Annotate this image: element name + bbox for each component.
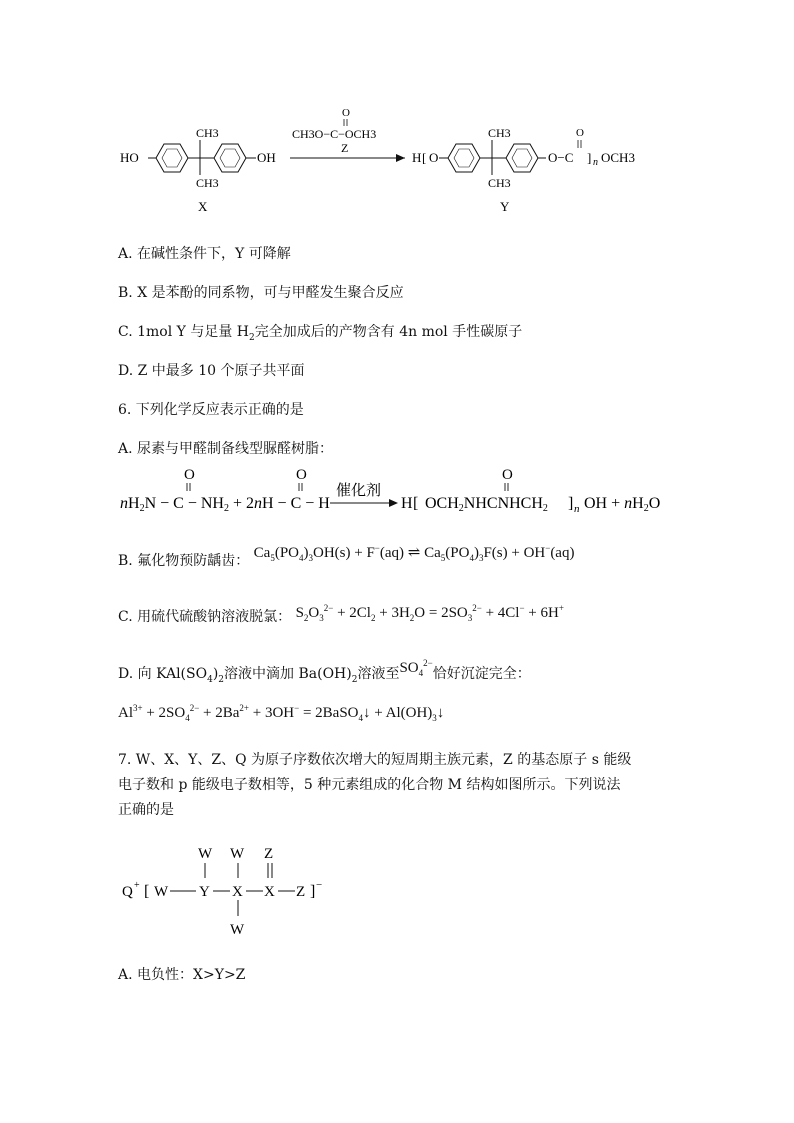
y-n: n — [593, 157, 598, 168]
x-methyl-top: CH3 — [196, 126, 219, 140]
top-reaction-scheme — [110, 95, 670, 220]
q6-option-b — [118, 543, 575, 571]
q5-option-b: B. X 是苯酚的同系物，可与甲醛发生聚合反应 — [118, 285, 404, 301]
q7-line-2: 电子数和 p 能级电子数相等，5 种元素组成的化合物 M 结构如图所示。下列说法 — [118, 777, 621, 793]
q7-z-right: Z — [296, 884, 306, 900]
y-o: O — [429, 150, 439, 165]
q5-option-a: A. 在碱性条件下，Y 可降解 — [118, 246, 291, 262]
q6-option-d-post: 恰好沉淀完全： — [432, 666, 531, 682]
q6-option-c-label: C. 用硫代硫酸钠溶液脱氯： — [118, 609, 292, 625]
q6-option-c-equation: $S_2O_3^{2-} + 2Cl_2 + 3H_2O = 2SO_3^{2-} + 4Cl^- + 6H^+$ — [295, 603, 564, 623]
q5-option-c-post: 完全加成后的产物含有 4n mol 手性碳原子 — [254, 324, 523, 340]
svg-text:nH2N − C − NH2 + 2nH − C − H: nH2N − C − NH2 + 2nH − C − H — [120, 495, 330, 514]
q6-a-catalyst: 催化剂 — [336, 483, 382, 499]
svg-text:OCH2NHCNHCH2: OCH2NHCNHCH2 — [425, 495, 548, 514]
y-h: H — [412, 150, 422, 165]
x-ho: HO — [120, 150, 139, 165]
svg-text:OH + nH2O: OH + nH2O — [584, 495, 661, 514]
svg-text:[: [ — [422, 150, 427, 165]
svg-text:n: n — [574, 503, 580, 515]
svg-text:]: ] — [568, 495, 574, 512]
y-label: Y — [500, 199, 510, 214]
q6-option-d-pre: D. 向 KAl(SO — [118, 666, 208, 682]
q7-x1: X — [232, 884, 243, 900]
y-methyl-top: CH3 — [488, 126, 511, 140]
y-methyl-bottom: CH3 — [488, 176, 511, 190]
reagent-carbonyl-o: O — [342, 107, 350, 119]
q6-option-d-mid3: 溶液至 — [357, 666, 400, 682]
svg-text:H: H — [401, 495, 413, 512]
q7-z-top: Z — [264, 846, 274, 862]
q6-option-c — [118, 603, 564, 627]
q7-y: Y — [199, 884, 210, 900]
q7-minus: − — [316, 879, 323, 891]
svg-text:[: [ — [413, 495, 419, 512]
q7-q-plus: + — [134, 880, 140, 891]
y-carbonyl-o: O — [576, 127, 584, 139]
q6-option-d-equation: $Al^{3+} + 2SO_4^{2-} + 2Ba^{2+} + 3OH^-$ = 2BaSO$_4$↓ + $Al(OH)_3↓$ — [118, 703, 445, 723]
reagent-formula: CH3O−C−OCH3 — [292, 127, 377, 141]
q7-w-top-y: W — [198, 846, 213, 862]
y-end: OCH3 — [601, 150, 635, 165]
svg-text:[: [ — [144, 883, 150, 900]
svg-text:]: ] — [587, 150, 592, 165]
q7-option-a: A. 电负性：X>Y>Z — [118, 967, 246, 983]
x-methyl-bottom: CH3 — [196, 176, 219, 190]
q6-a-equation — [112, 462, 682, 522]
reagent-label: Z — [341, 141, 349, 155]
q6-option-b-label: B. 氟化物预防龋齿： — [118, 553, 250, 569]
svg-text:O: O — [502, 467, 513, 483]
q5-option-c — [118, 322, 522, 342]
q7-line-3: 正确的是 — [118, 802, 174, 818]
q5-option-c-sub: 2 — [249, 332, 255, 343]
q5-option-c-pre: C. 1mol Y 与足量 H — [118, 324, 250, 340]
q7-q: Q — [122, 884, 133, 900]
q7-x2: X — [264, 884, 275, 900]
svg-text:O−C: O−C — [548, 150, 574, 165]
q6-option-d-mid2: 溶液中滴加 Ba(OH) — [224, 666, 352, 682]
q7-w-bottom: W — [230, 922, 245, 938]
q6-option-b-equation: $Ca_5(PO_4)_3OH(s) + F^-(aq)$ ⇌ $Ca_5(PO_4)_3F(s) + OH^-(aq)$ — [253, 543, 575, 563]
q6-option-d: D. 向 $KAl(SO_4)_2$溶液中滴加 $Ba(OH)_2$溶液至$SO_4^{2-}$恰好沉淀完全： — [118, 658, 531, 685]
q7-w-left: W — [154, 884, 169, 900]
q6-stem: 6. 下列化学反应表示正确的是 — [118, 402, 304, 418]
x-oh: OH — [257, 150, 276, 165]
q7-w-top-x: W — [230, 846, 245, 862]
svg-text:O: O — [184, 467, 195, 483]
x-label: X — [198, 199, 208, 214]
svg-text:O: O — [296, 467, 307, 483]
svg-text:]: ] — [310, 883, 316, 900]
q7-line-1: 7. W、X、Y、Z、Q 为原子序数依次增大的短周期主族元素，Z 的基态原子 s 能级 — [118, 752, 632, 768]
q6-option-a-label: A. 尿素与甲醛制备线型脲醛树脂： — [118, 441, 334, 457]
q7-structure — [118, 838, 348, 943]
q5-option-d: D. Z 中最多 10 个原子共平面 — [118, 363, 305, 379]
q6-option-d-mid: ) — [212, 666, 219, 682]
